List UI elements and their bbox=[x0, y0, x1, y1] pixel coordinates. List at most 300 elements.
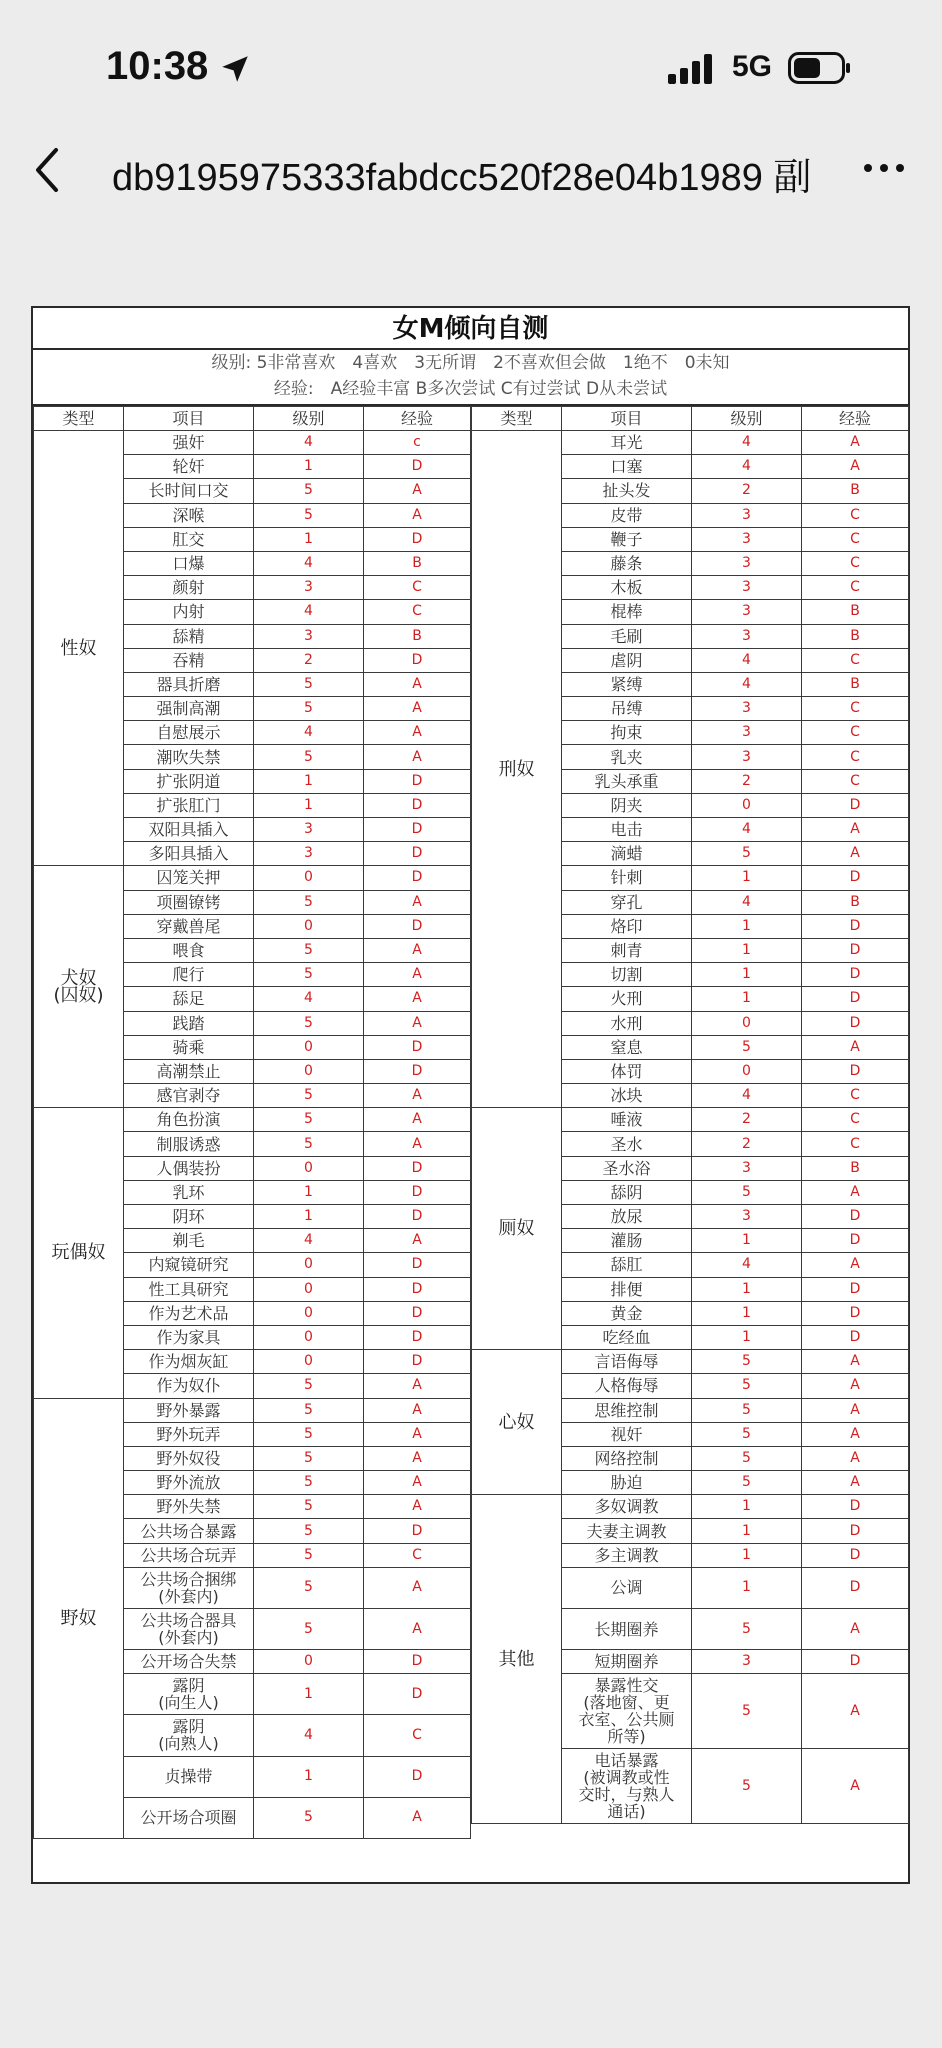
experience-cell: D bbox=[364, 1350, 471, 1374]
location-arrow-icon bbox=[218, 52, 252, 86]
level-cell: 5 bbox=[254, 1495, 364, 1519]
item-cell: 剃毛 bbox=[124, 1229, 254, 1253]
experience-cell: A bbox=[802, 818, 909, 842]
item-cell: 唾液 bbox=[562, 1108, 692, 1132]
status-bar bbox=[0, 0, 942, 140]
level-cell: 5 bbox=[692, 1446, 802, 1470]
level-cell: 1 bbox=[254, 793, 364, 817]
item-cell: 水刑 bbox=[562, 1011, 692, 1035]
level-cell: 3 bbox=[692, 527, 802, 551]
level-cell: 5 bbox=[254, 1108, 364, 1132]
level-cell: 4 bbox=[254, 600, 364, 624]
item-cell: 爬行 bbox=[124, 963, 254, 987]
experience-cell: C bbox=[802, 551, 909, 575]
level-cell: 2 bbox=[692, 1132, 802, 1156]
level-cell: 3 bbox=[254, 624, 364, 648]
item-cell: 棍棒 bbox=[562, 600, 692, 624]
navigation-bar bbox=[0, 130, 942, 210]
level-cell: 4 bbox=[254, 987, 364, 1011]
cellular-signal-icon bbox=[668, 54, 730, 84]
item-cell: 公共场合器具 (外套内) bbox=[124, 1608, 254, 1649]
item-cell: 作为烟灰缸 bbox=[124, 1350, 254, 1374]
experience-cell: D bbox=[802, 1229, 909, 1253]
level-cell: 5 bbox=[692, 1374, 802, 1398]
experience-cell: D bbox=[364, 1277, 471, 1301]
category-cell: 玩偶奴 bbox=[34, 1108, 124, 1398]
item-cell: 作为艺术品 bbox=[124, 1301, 254, 1325]
item-cell: 藤条 bbox=[562, 551, 692, 575]
item-cell: 野外奴役 bbox=[124, 1446, 254, 1470]
item-cell: 体罚 bbox=[562, 1059, 692, 1083]
experience-cell: D bbox=[364, 1059, 471, 1083]
level-cell: 5 bbox=[692, 1350, 802, 1374]
level-cell: 0 bbox=[254, 1301, 364, 1325]
experience-cell: D bbox=[364, 527, 471, 551]
experience-cell: A bbox=[364, 890, 471, 914]
experience-cell: A bbox=[364, 1011, 471, 1035]
item-cell: 扩张肛门 bbox=[124, 793, 254, 817]
level-cell: 1 bbox=[692, 866, 802, 890]
experience-cell: A bbox=[364, 1797, 471, 1838]
experience-cell: C bbox=[802, 745, 909, 769]
level-cell: 1 bbox=[254, 527, 364, 551]
item-cell: 野外暴露 bbox=[124, 1398, 254, 1422]
item-cell: 网络控制 bbox=[562, 1446, 692, 1470]
item-cell: 紧缚 bbox=[562, 672, 692, 696]
item-cell: 公开场合项圈 bbox=[124, 1797, 254, 1838]
experience-cell: A bbox=[802, 1180, 909, 1204]
item-cell: 乳环 bbox=[124, 1180, 254, 1204]
experience-cell: D bbox=[364, 648, 471, 672]
experience-cell: B bbox=[364, 551, 471, 575]
experience-cell: C bbox=[364, 600, 471, 624]
experience-cell: A bbox=[364, 938, 471, 962]
clock-time: 10:38 bbox=[106, 44, 209, 88]
level-cell: 4 bbox=[254, 721, 364, 745]
level-cell: 5 bbox=[254, 1471, 364, 1495]
column-header: 类型 bbox=[472, 407, 562, 431]
experience-cell: C bbox=[364, 1715, 471, 1756]
column-header: 经验 bbox=[802, 407, 909, 431]
level-cell: 4 bbox=[254, 551, 364, 575]
experience-cell: A bbox=[802, 1674, 909, 1749]
experience-cell: D bbox=[802, 1543, 909, 1567]
experience-cell: A bbox=[364, 1398, 471, 1422]
item-cell: 野外玩弄 bbox=[124, 1422, 254, 1446]
level-cell: 5 bbox=[254, 890, 364, 914]
level-cell: 5 bbox=[254, 963, 364, 987]
experience-cell: A bbox=[364, 1471, 471, 1495]
experience-cell: A bbox=[802, 1350, 909, 1374]
level-cell: 1 bbox=[254, 1180, 364, 1204]
experience-cell: A bbox=[364, 503, 471, 527]
level-cell: 4 bbox=[692, 890, 802, 914]
item-cell: 电击 bbox=[562, 818, 692, 842]
item-cell: 针刺 bbox=[562, 866, 692, 890]
experience-cell: A bbox=[802, 431, 909, 455]
item-cell: 感官剥夺 bbox=[124, 1084, 254, 1108]
experience-cell: A bbox=[364, 1229, 471, 1253]
level-cell: 5 bbox=[692, 1398, 802, 1422]
experience-cell: A bbox=[802, 1471, 909, 1495]
level-cell: 4 bbox=[254, 1229, 364, 1253]
level-cell: 5 bbox=[254, 503, 364, 527]
level-cell: 1 bbox=[254, 1674, 364, 1715]
item-cell: 公共场合玩弄 bbox=[124, 1543, 254, 1567]
item-cell: 黄金 bbox=[562, 1301, 692, 1325]
category-cell: 野奴 bbox=[34, 1398, 124, 1838]
item-cell: 刺青 bbox=[562, 938, 692, 962]
level-cell: 5 bbox=[692, 1422, 802, 1446]
level-cell: 0 bbox=[254, 1650, 364, 1674]
item-cell: 乳夹 bbox=[562, 745, 692, 769]
level-cell: 0 bbox=[254, 1035, 364, 1059]
level-cell: 1 bbox=[692, 1229, 802, 1253]
experience-cell: A bbox=[364, 1446, 471, 1470]
item-cell: 排便 bbox=[562, 1277, 692, 1301]
experience-cell: D bbox=[364, 1519, 471, 1543]
document-title: db9195975333fabdcc520f28e04b1989 副 bbox=[112, 157, 812, 199]
item-cell: 作为家具 bbox=[124, 1325, 254, 1349]
level-cell: 1 bbox=[692, 1325, 802, 1349]
level-cell: 1 bbox=[692, 914, 802, 938]
level-cell: 0 bbox=[254, 1325, 364, 1349]
item-cell: 项圈镣铐 bbox=[124, 890, 254, 914]
level-cell: 5 bbox=[254, 1422, 364, 1446]
item-cell: 人格侮辱 bbox=[562, 1374, 692, 1398]
table-row bbox=[472, 1350, 909, 1374]
item-cell: 自慰展示 bbox=[124, 721, 254, 745]
level-cell: 0 bbox=[692, 1011, 802, 1035]
item-cell: 双阳具插入 bbox=[124, 818, 254, 842]
item-cell: 阴夹 bbox=[562, 793, 692, 817]
experience-cell: D bbox=[802, 963, 909, 987]
level-cell: 5 bbox=[254, 1374, 364, 1398]
level-cell: 5 bbox=[254, 1446, 364, 1470]
item-cell: 强制高潮 bbox=[124, 697, 254, 721]
experience-cell: C bbox=[364, 576, 471, 600]
item-cell: 虐阴 bbox=[562, 648, 692, 672]
item-cell: 言语侮辱 bbox=[562, 1350, 692, 1374]
level-cell: 3 bbox=[692, 697, 802, 721]
item-cell: 骑乘 bbox=[124, 1035, 254, 1059]
item-cell: 内窥镜研究 bbox=[124, 1253, 254, 1277]
item-cell: 扩张阴道 bbox=[124, 769, 254, 793]
item-cell: 强奸 bbox=[124, 431, 254, 455]
experience-cell: D bbox=[364, 455, 471, 479]
level-cell: 2 bbox=[692, 1108, 802, 1132]
item-cell: 公共场合暴露 bbox=[124, 1519, 254, 1543]
experience-cell: C bbox=[364, 1543, 471, 1567]
level-cell: 5 bbox=[254, 1084, 364, 1108]
experience-cell: D bbox=[364, 1205, 471, 1229]
level-cell: 3 bbox=[254, 842, 364, 866]
level-cell: 3 bbox=[692, 1156, 802, 1180]
experience-cell: C bbox=[802, 1132, 909, 1156]
experience-cell: B bbox=[802, 600, 909, 624]
experience-cell: D bbox=[802, 1495, 909, 1519]
level-cell: 3 bbox=[692, 721, 802, 745]
column-header: 经验 bbox=[364, 407, 471, 431]
item-cell: 耳光 bbox=[562, 431, 692, 455]
network-type: 5G bbox=[732, 50, 773, 83]
item-cell: 胁迫 bbox=[562, 1471, 692, 1495]
experience-cell: D bbox=[364, 1650, 471, 1674]
level-cell: 5 bbox=[254, 479, 364, 503]
item-cell: 切割 bbox=[562, 963, 692, 987]
item-cell: 野外失禁 bbox=[124, 1495, 254, 1519]
item-cell: 吃经血 bbox=[562, 1325, 692, 1349]
table-row bbox=[34, 1398, 471, 1422]
experience-cell: A bbox=[364, 1084, 471, 1108]
item-cell: 拘束 bbox=[562, 721, 692, 745]
experience-cell: D bbox=[802, 793, 909, 817]
experience-cell: C bbox=[802, 697, 909, 721]
survey-title: 女M倾向自测 bbox=[33, 308, 908, 350]
experience-cell: C bbox=[802, 1084, 909, 1108]
item-cell: 角色扮演 bbox=[124, 1108, 254, 1132]
level-cell: 4 bbox=[692, 672, 802, 696]
level-cell: 0 bbox=[692, 1059, 802, 1083]
left-survey-table bbox=[33, 406, 471, 1839]
item-cell: 舔足 bbox=[124, 987, 254, 1011]
item-cell: 舔精 bbox=[124, 624, 254, 648]
column-header: 级别 bbox=[254, 407, 364, 431]
level-cell: 0 bbox=[254, 914, 364, 938]
experience-cell: D bbox=[802, 1011, 909, 1035]
experience-cell: D bbox=[802, 1059, 909, 1083]
item-cell: 囚笼关押 bbox=[124, 866, 254, 890]
level-cell: 5 bbox=[254, 1797, 364, 1838]
experience-cell: A bbox=[802, 1749, 909, 1824]
item-cell: 冰块 bbox=[562, 1084, 692, 1108]
experience-cell: A bbox=[364, 1567, 471, 1608]
experience-cell: C bbox=[802, 576, 909, 600]
level-cell: 3 bbox=[692, 1650, 802, 1674]
experience-cell: D bbox=[364, 1253, 471, 1277]
item-cell: 长期圈养 bbox=[562, 1608, 692, 1649]
level-cell: 5 bbox=[254, 1398, 364, 1422]
item-cell: 口塞 bbox=[562, 455, 692, 479]
level-cell: 1 bbox=[692, 1519, 802, 1543]
category-cell: 刑奴 bbox=[472, 431, 562, 1108]
table-row bbox=[472, 1495, 909, 1519]
level-cell: 4 bbox=[692, 648, 802, 672]
column-header: 类型 bbox=[34, 407, 124, 431]
level-cell: 5 bbox=[692, 1674, 802, 1749]
item-cell: 阴环 bbox=[124, 1205, 254, 1229]
level-cell: 1 bbox=[692, 1301, 802, 1325]
level-cell: 5 bbox=[692, 1180, 802, 1204]
level-cell: 2 bbox=[692, 479, 802, 503]
experience-cell: A bbox=[364, 697, 471, 721]
level-cell: 3 bbox=[692, 1205, 802, 1229]
item-cell: 思维控制 bbox=[562, 1398, 692, 1422]
item-cell: 夫妻主调教 bbox=[562, 1519, 692, 1543]
level-cell: 1 bbox=[254, 1756, 364, 1797]
level-cell: 0 bbox=[254, 1059, 364, 1083]
item-cell: 吞精 bbox=[124, 648, 254, 672]
category-cell: 厕奴 bbox=[472, 1108, 562, 1350]
experience-cell: C bbox=[802, 721, 909, 745]
level-cell: 3 bbox=[692, 551, 802, 575]
item-cell: 器具折磨 bbox=[124, 672, 254, 696]
experience-cell: D bbox=[364, 1301, 471, 1325]
level-cell: 5 bbox=[692, 1608, 802, 1649]
level-cell: 5 bbox=[254, 938, 364, 962]
experience-cell: C bbox=[802, 648, 909, 672]
experience-cell: D bbox=[802, 987, 909, 1011]
item-cell: 窒息 bbox=[562, 1035, 692, 1059]
item-cell: 多阳具插入 bbox=[124, 842, 254, 866]
experience-cell: A bbox=[364, 1495, 471, 1519]
experience-cell: C bbox=[802, 503, 909, 527]
level-cell: 3 bbox=[692, 745, 802, 769]
item-cell: 暴露性交 (落地窗、更 衣室、公共厕 所等) bbox=[562, 1674, 692, 1749]
level-cell: 2 bbox=[254, 648, 364, 672]
experience-cell: A bbox=[802, 1374, 909, 1398]
level-cell: 4 bbox=[692, 1084, 802, 1108]
item-cell: 穿孔 bbox=[562, 890, 692, 914]
item-cell: 短期圈养 bbox=[562, 1650, 692, 1674]
level-cell: 1 bbox=[692, 987, 802, 1011]
item-cell: 吊缚 bbox=[562, 697, 692, 721]
table-row bbox=[34, 431, 471, 455]
legend-level: 级别: 5非常喜欢 4喜欢 3无所谓 2不喜欢但会做 1绝不 0未知 bbox=[211, 353, 730, 373]
experience-cell: D bbox=[364, 1156, 471, 1180]
level-cell: 3 bbox=[692, 503, 802, 527]
item-cell: 乳头承重 bbox=[562, 769, 692, 793]
right-survey-table bbox=[471, 406, 909, 1824]
item-cell: 内射 bbox=[124, 600, 254, 624]
left-table bbox=[33, 406, 471, 1839]
experience-cell: A bbox=[364, 963, 471, 987]
level-cell: 1 bbox=[692, 938, 802, 962]
level-cell: 5 bbox=[254, 1543, 364, 1567]
experience-cell: D bbox=[364, 842, 471, 866]
item-cell: 木板 bbox=[562, 576, 692, 600]
experience-cell: B bbox=[802, 890, 909, 914]
experience-cell: A bbox=[802, 1035, 909, 1059]
level-cell: 5 bbox=[254, 697, 364, 721]
item-cell: 性工具研究 bbox=[124, 1277, 254, 1301]
legend bbox=[33, 350, 908, 406]
experience-cell: D bbox=[802, 1567, 909, 1608]
item-cell: 露阴 (向熟人) bbox=[124, 1715, 254, 1756]
back-chevron-icon[interactable] bbox=[28, 142, 68, 198]
category-cell: 性奴 bbox=[34, 431, 124, 866]
experience-cell: B bbox=[802, 672, 909, 696]
experience-cell: D bbox=[364, 1756, 471, 1797]
level-cell: 5 bbox=[254, 672, 364, 696]
item-cell: 穿戴兽尾 bbox=[124, 914, 254, 938]
experience-cell: A bbox=[364, 672, 471, 696]
level-cell: 4 bbox=[692, 431, 802, 455]
item-cell: 滴蜡 bbox=[562, 842, 692, 866]
item-cell: 长时间口交 bbox=[124, 479, 254, 503]
level-cell: 0 bbox=[254, 1253, 364, 1277]
right-table bbox=[471, 406, 909, 1824]
experience-cell: B bbox=[364, 624, 471, 648]
experience-cell: D bbox=[802, 866, 909, 890]
level-cell: 0 bbox=[254, 1277, 364, 1301]
item-cell: 圣水 bbox=[562, 1132, 692, 1156]
category-cell: 犬奴 (囚奴) bbox=[34, 866, 124, 1108]
experience-cell: D bbox=[802, 1519, 909, 1543]
category-cell: 其他 bbox=[472, 1495, 562, 1824]
table-row bbox=[34, 1108, 471, 1132]
level-cell: 1 bbox=[692, 1543, 802, 1567]
survey-image bbox=[31, 306, 910, 1884]
level-cell: 4 bbox=[254, 1715, 364, 1756]
level-cell: 5 bbox=[254, 1011, 364, 1035]
item-cell: 践踏 bbox=[124, 1011, 254, 1035]
experience-cell: A bbox=[364, 987, 471, 1011]
item-cell: 公调 bbox=[562, 1567, 692, 1608]
column-header: 项目 bbox=[562, 407, 692, 431]
experience-cell: B bbox=[802, 624, 909, 648]
column-header: 项目 bbox=[124, 407, 254, 431]
item-cell: 舔阴 bbox=[562, 1180, 692, 1204]
item-cell: 公共场合捆绑 (外套内) bbox=[124, 1567, 254, 1608]
level-cell: 5 bbox=[692, 1749, 802, 1824]
table-row bbox=[472, 431, 909, 455]
column-header: 级别 bbox=[692, 407, 802, 431]
level-cell: 0 bbox=[692, 793, 802, 817]
experience-cell: A bbox=[364, 1422, 471, 1446]
experience-cell: A bbox=[364, 1132, 471, 1156]
battery-icon bbox=[788, 52, 852, 84]
experience-cell: A bbox=[802, 1398, 909, 1422]
level-cell: 5 bbox=[692, 1471, 802, 1495]
experience-cell: D bbox=[364, 769, 471, 793]
item-cell: 制服诱惑 bbox=[124, 1132, 254, 1156]
experience-cell: A bbox=[364, 1374, 471, 1398]
experience-cell: A bbox=[802, 455, 909, 479]
level-cell: 1 bbox=[254, 1205, 364, 1229]
item-cell: 潮吹失禁 bbox=[124, 745, 254, 769]
level-cell: 3 bbox=[254, 576, 364, 600]
item-cell: 扯头发 bbox=[562, 479, 692, 503]
item-cell: 肛交 bbox=[124, 527, 254, 551]
experience-cell: D bbox=[802, 1650, 909, 1674]
item-cell: 灌肠 bbox=[562, 1229, 692, 1253]
experience-cell: A bbox=[364, 1108, 471, 1132]
experience-cell: D bbox=[802, 1325, 909, 1349]
item-cell: 视奸 bbox=[562, 1422, 692, 1446]
item-cell: 公开场合失禁 bbox=[124, 1650, 254, 1674]
category-cell: 心奴 bbox=[472, 1350, 562, 1495]
more-options-icon[interactable] bbox=[860, 146, 908, 190]
level-cell: 3 bbox=[692, 624, 802, 648]
experience-cell: A bbox=[802, 1422, 909, 1446]
level-cell: 0 bbox=[254, 1350, 364, 1374]
level-cell: 1 bbox=[254, 455, 364, 479]
experience-cell: A bbox=[802, 1608, 909, 1649]
level-cell: 0 bbox=[254, 866, 364, 890]
level-cell: 5 bbox=[692, 842, 802, 866]
item-cell: 喂食 bbox=[124, 938, 254, 962]
experience-cell: D bbox=[364, 1674, 471, 1715]
experience-cell: B bbox=[802, 479, 909, 503]
item-cell: 火刑 bbox=[562, 987, 692, 1011]
item-cell: 毛刷 bbox=[562, 624, 692, 648]
level-cell: 3 bbox=[692, 576, 802, 600]
experience-cell: D bbox=[802, 1301, 909, 1325]
level-cell: 4 bbox=[254, 431, 364, 455]
level-cell: 2 bbox=[692, 769, 802, 793]
level-cell: 5 bbox=[692, 1035, 802, 1059]
